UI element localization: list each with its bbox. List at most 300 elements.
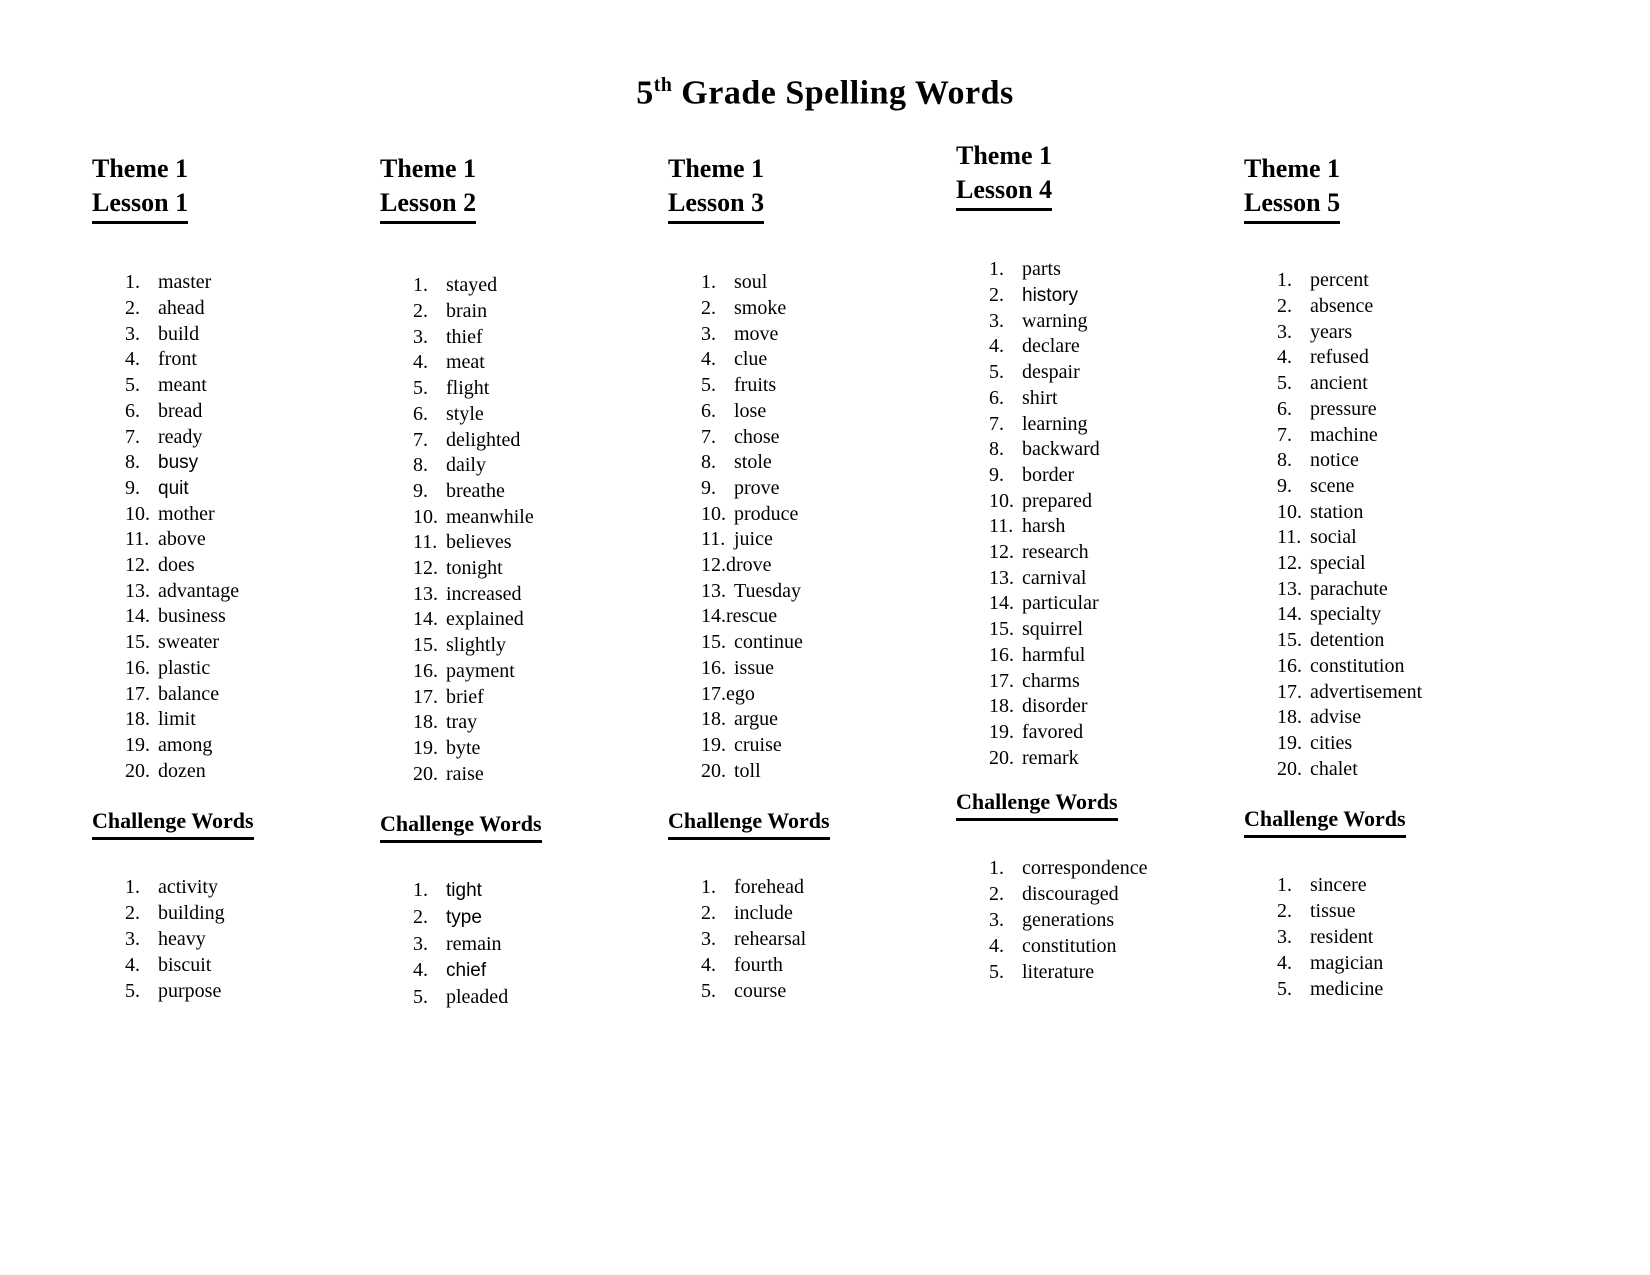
word-text: heavy: [158, 928, 206, 951]
word-number: 11.: [125, 528, 150, 551]
word-text: years: [1310, 320, 1353, 343]
word-text: ego: [726, 682, 755, 705]
word-text: specialty: [1310, 603, 1382, 626]
theme-heading: Theme 1: [1244, 154, 1341, 184]
challenge-heading-text: Challenge Words: [92, 806, 254, 840]
word-item: [413, 659, 668, 685]
word-item: [989, 669, 1244, 695]
word-item: [1277, 345, 1532, 371]
word-text: prepared: [1022, 489, 1092, 512]
word-number: 1.: [413, 879, 428, 902]
word-text: percent: [1310, 269, 1369, 292]
word-item: [701, 476, 956, 502]
word-text: learning: [1022, 412, 1088, 435]
word-item: [1277, 950, 1532, 976]
challenge-heading: [956, 787, 1244, 821]
word-item: [1277, 680, 1532, 706]
word-item: [413, 273, 668, 299]
word-number: 17.: [125, 682, 150, 705]
word-number: 16.: [989, 643, 1014, 666]
word-item: [989, 514, 1244, 540]
word-item: [989, 933, 1244, 959]
word-item: [413, 904, 668, 931]
word-item: [701, 322, 956, 348]
word-number: 13.: [989, 566, 1014, 589]
word-item: [413, 633, 668, 659]
word-item: [413, 453, 668, 479]
word-number: 19.: [701, 733, 726, 756]
word-item: [1277, 397, 1532, 423]
lesson-column-5: [1244, 152, 1532, 1002]
word-item: [1277, 898, 1532, 924]
word-item: [701, 978, 956, 1004]
word-number: 8.: [413, 454, 428, 477]
word-item: [701, 502, 956, 528]
word-item: [701, 630, 956, 656]
word-text: smoke: [734, 297, 787, 320]
word-item: [701, 425, 956, 451]
word-text: bread: [158, 399, 203, 422]
word-item: [125, 425, 380, 451]
word-number: 5.: [125, 980, 140, 1003]
word-number: 9.: [125, 476, 140, 499]
word-text: medicine: [1310, 978, 1384, 1001]
word-text: meanwhile: [446, 505, 534, 528]
theme-heading: Theme 1: [92, 154, 189, 184]
word-number: 3.: [1277, 926, 1292, 949]
word-number: 12.: [125, 554, 150, 577]
word-item: [989, 959, 1244, 985]
word-item: [989, 309, 1244, 335]
word-text: cities: [1310, 731, 1353, 754]
word-number: 10.: [413, 505, 438, 528]
word-item: [1277, 757, 1532, 783]
word-text: rehearsal: [734, 928, 807, 951]
word-number: 1.: [125, 271, 140, 294]
word-text: history: [1022, 285, 1078, 307]
word-item: [125, 502, 380, 528]
word-item: [1277, 577, 1532, 603]
word-item: [1277, 474, 1532, 500]
word-number: 20.: [701, 759, 726, 782]
lesson-heading: [668, 186, 956, 224]
word-text: machine: [1310, 423, 1378, 446]
challenge-heading: [668, 806, 956, 840]
word-item: [701, 900, 956, 926]
word-number: 7.: [701, 425, 716, 448]
word-number: 19.: [413, 736, 438, 759]
word-item: [989, 412, 1244, 438]
word-text: issue: [734, 656, 774, 679]
word-item: [413, 931, 668, 957]
word-item: [413, 984, 668, 1010]
word-text: thief: [446, 325, 483, 348]
challenge-heading: [92, 806, 380, 840]
word-text: squirrel: [1022, 618, 1084, 641]
word-text: prove: [734, 476, 780, 499]
word-text: drove: [726, 554, 772, 577]
word-number: 15.: [701, 631, 726, 654]
word-text: chose: [734, 425, 780, 448]
word-text: argue: [734, 708, 779, 731]
word-text: parts: [1022, 258, 1061, 281]
lesson-column-2: [380, 152, 668, 1010]
word-text: meant: [158, 374, 207, 397]
word-item: [701, 604, 956, 630]
word-text: sweater: [158, 631, 220, 654]
word-number: 2.: [989, 284, 1004, 307]
word-number: 6.: [989, 386, 1004, 409]
word-number: 2.: [701, 297, 716, 320]
word-number: 1.: [125, 876, 140, 899]
word-item: [1277, 731, 1532, 757]
word-number: 4.: [413, 959, 428, 982]
word-text: quit: [158, 477, 189, 499]
word-item: [125, 553, 380, 579]
word-number: 12.: [989, 541, 1014, 564]
word-item: [1277, 924, 1532, 950]
word-item: [701, 347, 956, 373]
word-item: [701, 373, 956, 399]
word-text: detention: [1310, 629, 1385, 652]
word-text: believes: [446, 531, 512, 554]
word-item: [413, 402, 668, 428]
word-item: [413, 957, 668, 984]
word-number: 5.: [701, 374, 716, 397]
word-list: [380, 273, 668, 787]
word-item: [413, 556, 668, 582]
word-item: [701, 656, 956, 682]
word-text: byte: [446, 736, 481, 759]
title-suffix: Grade Spelling Words: [672, 74, 1014, 112]
word-number: 7.: [989, 412, 1004, 435]
word-text: favored: [1022, 720, 1084, 743]
word-number: 10.: [701, 502, 726, 525]
word-number: 12.: [1277, 552, 1302, 575]
word-item: [989, 283, 1244, 309]
word-number: 4.: [125, 348, 140, 371]
word-number: 7.: [413, 428, 428, 451]
word-text: refused: [1310, 346, 1369, 369]
word-item: [125, 733, 380, 759]
word-number: 10.: [1277, 500, 1302, 523]
word-text: pleaded: [446, 986, 509, 1009]
word-text: chief: [446, 960, 487, 982]
word-number: 15.: [989, 618, 1014, 641]
word-number: 1.: [1277, 874, 1292, 897]
word-text: generations: [1022, 909, 1115, 932]
word-number: 4.: [989, 335, 1004, 358]
word-number: 2.: [989, 883, 1004, 906]
word-text: business: [158, 605, 226, 628]
word-number: 7.: [125, 425, 140, 448]
word-list: [956, 257, 1244, 771]
word-item: [1277, 654, 1532, 680]
word-text: brief: [446, 685, 484, 708]
word-item: [1277, 705, 1532, 731]
word-item: [701, 296, 956, 322]
word-item: [125, 900, 380, 926]
word-item: [125, 270, 380, 296]
word-number: 9.: [1277, 474, 1292, 497]
word-text: charms: [1022, 669, 1080, 692]
word-text: warning: [1022, 309, 1088, 332]
word-number: 4.: [701, 348, 716, 371]
lesson-heading: [1244, 186, 1532, 224]
word-number: 8.: [125, 451, 140, 474]
word-text: social: [1310, 526, 1357, 549]
word-number: 8.: [989, 438, 1004, 461]
word-number: 10.: [989, 489, 1014, 512]
word-number: 4.: [1277, 346, 1292, 369]
word-item: [1277, 872, 1532, 898]
word-number: 7.: [1277, 423, 1292, 446]
word-number: 1.: [989, 857, 1004, 880]
word-number: 15.: [413, 634, 438, 657]
word-number: 17.: [989, 669, 1014, 692]
word-text: rescue: [726, 605, 778, 628]
word-text: advise: [1310, 706, 1362, 729]
theme-heading: Theme 1: [668, 154, 765, 184]
word-text: dozen: [158, 759, 206, 782]
word-number: 20.: [989, 746, 1014, 769]
word-item: [413, 736, 668, 762]
word-text: plastic: [158, 656, 211, 679]
word-item: [989, 566, 1244, 592]
word-item: [989, 907, 1244, 933]
word-text: tight: [446, 880, 482, 902]
lesson-heading: [92, 186, 380, 224]
word-item: [989, 437, 1244, 463]
challenge-heading-text: Challenge Words: [956, 787, 1118, 821]
word-number: 3.: [413, 325, 428, 348]
title-prefix: 5: [636, 74, 654, 112]
word-text: style: [446, 402, 484, 425]
word-text: master: [158, 271, 212, 294]
word-number: 1.: [1277, 269, 1292, 292]
word-item: [1277, 294, 1532, 320]
lesson-column-4: [956, 139, 1244, 985]
word-number: 3.: [125, 928, 140, 951]
word-number: 13.: [413, 582, 438, 605]
word-text: special: [1310, 552, 1366, 575]
word-item: [125, 579, 380, 605]
word-number: 14.: [413, 608, 438, 631]
word-number: 5.: [413, 377, 428, 400]
word-item: [1277, 448, 1532, 474]
word-item: [413, 376, 668, 402]
word-item: [989, 540, 1244, 566]
word-text: explained: [446, 608, 524, 631]
word-number: 5.: [989, 361, 1004, 384]
word-text: increased: [446, 582, 522, 605]
word-text: advantage: [158, 579, 240, 602]
word-item: [413, 877, 668, 904]
word-item: [1277, 423, 1532, 449]
challenge-word-list: [1244, 872, 1532, 1002]
challenge-heading: [1244, 804, 1532, 838]
word-number: 16.: [413, 659, 438, 682]
word-number: 3.: [701, 928, 716, 951]
word-number: 9.: [989, 463, 1004, 486]
word-text: remark: [1022, 746, 1079, 769]
word-text: purpose: [158, 980, 222, 1003]
word-item: [1277, 628, 1532, 654]
word-text: soul: [734, 271, 768, 294]
word-number: 18.: [701, 708, 726, 731]
word-number: 14.: [701, 605, 726, 628]
word-number: 3.: [989, 309, 1004, 332]
word-number: 20.: [413, 762, 438, 785]
word-number: 20.: [125, 759, 150, 782]
word-text: shirt: [1022, 386, 1058, 409]
word-number: 16.: [125, 656, 150, 679]
word-number: 18.: [125, 708, 150, 731]
word-number: 4.: [413, 351, 428, 374]
word-item: [125, 399, 380, 425]
word-number: 4.: [989, 935, 1004, 958]
word-item: [413, 428, 668, 454]
word-item: [125, 926, 380, 952]
word-number: 17.: [1277, 680, 1302, 703]
word-item: [701, 759, 956, 785]
word-number: 12.: [413, 557, 438, 580]
word-number: 4.: [701, 954, 716, 977]
word-item: [701, 682, 956, 708]
word-text: produce: [734, 502, 799, 525]
word-item: [701, 733, 956, 759]
word-item: [413, 607, 668, 633]
page-title: [0, 62, 1650, 116]
word-item: [125, 476, 380, 502]
word-text: balance: [158, 682, 220, 705]
word-number: 14.: [1277, 603, 1302, 626]
word-number: 3.: [989, 909, 1004, 932]
word-item: [989, 855, 1244, 881]
word-number: 2.: [701, 902, 716, 925]
word-text: breathe: [446, 479, 505, 502]
word-text: particular: [1022, 592, 1099, 615]
word-number: 3.: [413, 933, 428, 956]
word-number: 16.: [1277, 654, 1302, 677]
word-text: stole: [734, 451, 772, 474]
word-number: 8.: [701, 451, 716, 474]
word-item: [989, 591, 1244, 617]
word-text: notice: [1310, 449, 1359, 472]
word-text: continue: [734, 631, 803, 654]
word-number: 18.: [1277, 706, 1302, 729]
word-item: [1277, 976, 1532, 1002]
word-text: forehead: [734, 876, 804, 899]
challenge-heading-text: Challenge Words: [1244, 804, 1406, 838]
word-number: 17.: [701, 682, 726, 705]
word-text: chalet: [1310, 757, 1358, 780]
challenge-word-list: [668, 874, 956, 1004]
word-item: [413, 479, 668, 505]
word-item: [989, 720, 1244, 746]
challenge-word-list: [92, 874, 380, 1004]
word-number: 13.: [125, 579, 150, 602]
theme-heading: Theme 1: [380, 154, 477, 184]
challenge-word-list: [380, 877, 668, 1010]
word-number: 19.: [1277, 731, 1302, 754]
word-text: absence: [1310, 295, 1374, 318]
lesson-columns: [0, 141, 1650, 1010]
lesson-heading: [956, 173, 1244, 211]
word-number: 2.: [1277, 295, 1292, 318]
word-item: [989, 617, 1244, 643]
word-item: [989, 746, 1244, 772]
word-number: 6.: [1277, 397, 1292, 420]
word-item: [125, 874, 380, 900]
challenge-heading-text: Challenge Words: [668, 806, 830, 840]
word-number: 6.: [413, 402, 428, 425]
word-text: pressure: [1310, 397, 1377, 420]
word-number: 5.: [125, 374, 140, 397]
word-text: daily: [446, 454, 486, 477]
word-number: 13.: [1277, 577, 1302, 600]
word-number: 3.: [701, 322, 716, 345]
word-number: 3.: [1277, 320, 1292, 343]
word-item: [125, 952, 380, 978]
word-number: 20.: [1277, 757, 1302, 780]
word-text: parachute: [1310, 577, 1388, 600]
word-number: 1.: [413, 274, 428, 297]
lesson-heading-text: Lesson 1: [92, 186, 188, 224]
word-number: 2.: [1277, 900, 1292, 923]
lesson-heading-text: Lesson 3: [668, 186, 764, 224]
word-text: cruise: [734, 733, 782, 756]
word-item: [989, 360, 1244, 386]
word-text: station: [1310, 500, 1364, 523]
word-text: magician: [1310, 952, 1384, 975]
word-text: above: [158, 528, 206, 551]
word-number: 5.: [1277, 372, 1292, 395]
lesson-heading-text: Lesson 2: [380, 186, 476, 224]
word-number: 2.: [125, 297, 140, 320]
word-text: limit: [158, 708, 196, 731]
challenge-heading-text: Challenge Words: [380, 809, 542, 843]
word-text: advertisement: [1310, 680, 1423, 703]
word-item: [413, 710, 668, 736]
word-text: Tuesday: [734, 579, 802, 602]
word-text: slightly: [446, 634, 507, 657]
theme-heading: Theme 1: [956, 141, 1053, 171]
word-item: [989, 694, 1244, 720]
word-number: 9.: [413, 479, 428, 502]
word-item: [125, 296, 380, 322]
word-text: mother: [158, 502, 215, 525]
word-item: [701, 952, 956, 978]
word-item: [413, 762, 668, 788]
word-number: 2.: [413, 300, 428, 323]
word-item: [701, 553, 956, 579]
word-number: 17.: [413, 685, 438, 708]
word-text: building: [158, 902, 225, 925]
word-text: sincere: [1310, 874, 1367, 897]
word-number: 4.: [125, 954, 140, 977]
word-item: [989, 386, 1244, 412]
word-number: 6.: [125, 399, 140, 422]
word-text: despair: [1022, 361, 1080, 384]
word-text: remain: [446, 933, 502, 956]
word-item: [701, 579, 956, 605]
word-text: payment: [446, 659, 515, 682]
word-item: [125, 682, 380, 708]
word-text: border: [1022, 463, 1075, 486]
word-item: [989, 334, 1244, 360]
word-text: disorder: [1022, 695, 1088, 718]
